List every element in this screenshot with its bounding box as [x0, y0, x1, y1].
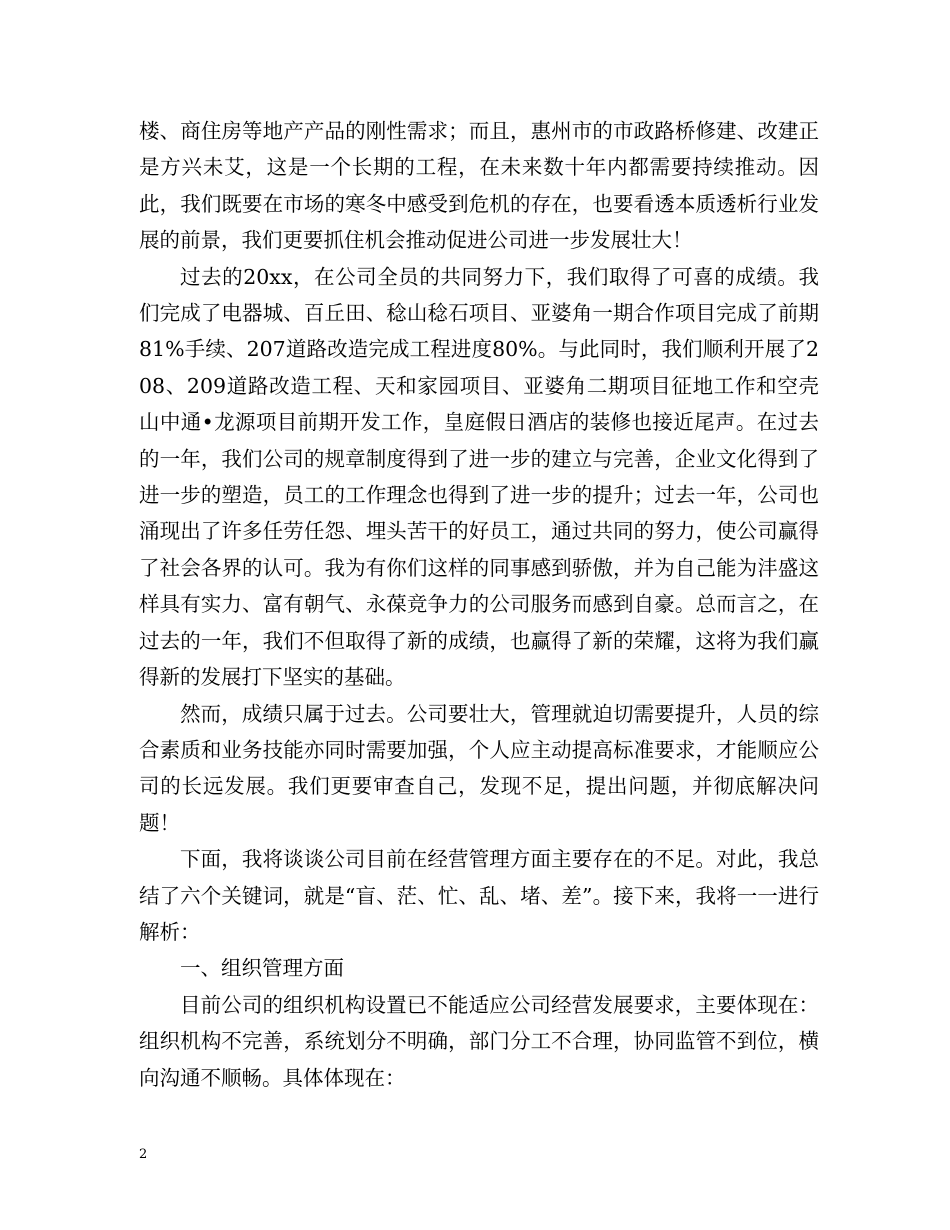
paragraph-organization: 目前公司的组织机构设置已不能适应公司经营发展要求，主要体现在：组织机构不完善，系统划分不明确，部门分工不合理，协同监管不到位，横向沟通不顺畅。具体体现在：	[139, 992, 819, 1090]
section-heading-organization: 一、组织管理方面	[180, 956, 344, 981]
page-number: 2	[139, 1147, 148, 1162]
paragraph-achievements: 过去的20xx，在公司全员的共同努力下，我们取得了可喜的成绩。我们完成了电器城、百丘田、稔山稔石项目、亚婆角一期合作项目完成了前期81%手续、207道路改造完成工程进度80%。与此同时，我们顺利开展了208、209道路改造工程、天和家园项目、亚婆角二期项目征地工作和空壳山中通•龙源项目前期开发工作，皇庭假日酒店的装修也接近尾声。在过去的一年，我们公司的规章制度得到了进一步的建立与完善，企业文化得到了进一步的塑造，员工的工作理念也得到了进一步的提升；过去一年，公司也涌现出了许多任劳任怨、埋头苦干的好员工，通过共同的努力，使公司赢得了社会各界的认可。我为有你们这样的同事感到骄傲，并为自己能为沣盛这样具有实力、富有朝气、永葆竞争力的公司服务而感到自豪。总而言之，在过去的一年，我们不但取得了新的成绩，也赢得了新的荣耀，这将为我们赢得新的发展打下坚实的基础。	[139, 264, 819, 690]
paragraph-improvement: 然而，成绩只属于过去。公司要壮大，管理就迫切需要提升，人员的综合素质和业务技能亦同时需要加强，个人应主动提高标准要求，才能顺应公司的长远发展。我们更要审查自己，发现不足，提出问题，并彻底解决问题！	[139, 701, 819, 835]
paragraph-continuation: 楼、商住房等地产产品的刚性需求；而且，惠州市的市政路桥修建、改建正是方兴未艾，这是一个长期的工程，在未来数十年内都需要持续推动。因此，我们既要在市场的寒冬中感受到危机的存在，也要看透本质透析行业发展的前景，我们更要抓住机会推动促进公司进一步发展壮大！	[139, 119, 819, 253]
body-text	[139, 113, 819, 1096]
paragraph-keywords: 下面，我将谈谈公司目前在经营管理方面主要存在的不足。对此，我总结了六个关键词，就是“盲、茫、忙、乱、堵、差”。接下来，我将一一进行解析：	[139, 847, 819, 944]
